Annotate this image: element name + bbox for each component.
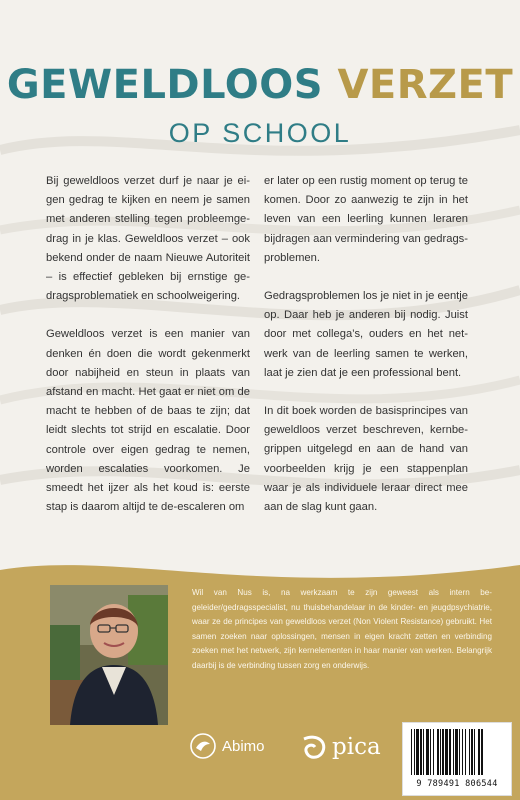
barcode-bar [459, 729, 460, 775]
author-photo [50, 585, 168, 725]
book-title [0, 62, 520, 108]
paragraph: er later op een rustig moment op terug te komen. Door zo aanwezig te zijn in het leven van een leerling kunnen leraren bijdragen aan vermindering van gedragsproblemen. [264, 175, 468, 264]
publisher-pica [300, 733, 381, 761]
book-subtitle: OP SCHOOL [168, 118, 352, 148]
barcode-bar [423, 729, 424, 775]
barcode-bar [455, 729, 458, 775]
text-column-right [264, 172, 468, 536]
barcode-bar [445, 729, 448, 775]
paragraph: In dit boek worden de basisprincipes van geweldloos verzet beschreven, kernbegrippen uitgelegd en aan de hand van voorbeelden krijg je een stappenplan waar je als individuele leraar direct mee aan de slag kunt gaan. [264, 405, 468, 514]
bird-icon [190, 733, 216, 759]
barcode-bar [440, 729, 441, 775]
isbn-number: 9 789491 806544 [416, 779, 498, 789]
pica-logo-text: pica [332, 734, 381, 760]
barcode-bar [426, 729, 429, 775]
barcode-bar [474, 729, 475, 775]
barcode-bar [433, 729, 434, 775]
barcode-bar [469, 729, 470, 775]
barcode-bar [462, 729, 463, 775]
title-word-1: GEWELDLOOS [6, 62, 324, 108]
barcode-bar [416, 729, 419, 775]
barcode-bar [449, 729, 451, 775]
barcode-bar [471, 729, 473, 775]
barcode-bar [442, 729, 444, 775]
barcode-bar [465, 729, 466, 775]
barcode-bar [414, 729, 415, 775]
barcode-bar [437, 729, 439, 775]
isbn-barcode [402, 722, 512, 796]
publisher-abimo [190, 733, 265, 759]
paragraph: Bij geweldloos verzet durf je naar je eigen gedrag te kijken en neem je samen met anderen stelling tegen probleemgedrag in je klas. Geweldloos verzet – ook bekend onder de naam Nieuwe Autoriteit – is effectief gebleken bij ernstige gedragsproblematiek en schoolweigering. [46, 175, 250, 303]
barcode-bar [481, 729, 483, 775]
text-column-left [46, 172, 250, 536]
abimo-logo-text: Abimo [222, 737, 265, 755]
barcode-bar [411, 729, 412, 775]
barcode-bars [403, 723, 511, 779]
paragraph: Gedragsproblemen los je niet in je eentje op. Daar heb je anderen bij nodig. Juist door met collega’s, ouders en het netwerk van de leerling samen te werken, laat je zien dat je een professional bent. [264, 290, 468, 379]
title-word-2: VERZET [337, 62, 514, 108]
author-bio: Wil van Nus is, na werkzaam te zijn geweest als intern begeleider/gedragsspecialist, nu thuisbehandelaar in de kinder- en jeugdpsychiatrie, waar ze de principes van geweldloos verzet (Non Violent Resistance) gebruikt. Het samen zoeken naar oplossingen, mensen in eigen kracht zetten en verbinding zoeken met het netwerk, zijn kernelementen in haar manier van werken. Belangrijk daarbij is de verbinding tussen zorg en onderwijs. [192, 588, 492, 670]
barcode-bar [453, 729, 454, 775]
swirl-icon [300, 733, 328, 761]
paragraph: Geweldloos verzet is een manier van denken én doen die wordt gekenmerkt door nabijheid en steun in plaats van afstand en macht. Het gaat er niet om de macht te hebben of de baas te zijn; dat leidt slechts tot strijd en escalatie. Door controle over eigen gedrag te nemen, worden escalaties voorkomen. Je smeedt het ijzer als het koud is: eerste stap is daarom altijd te de-escaleren om [46, 328, 250, 514]
barcode-bar [430, 729, 431, 775]
barcode-bar [420, 729, 422, 775]
barcode-bar [478, 729, 480, 775]
